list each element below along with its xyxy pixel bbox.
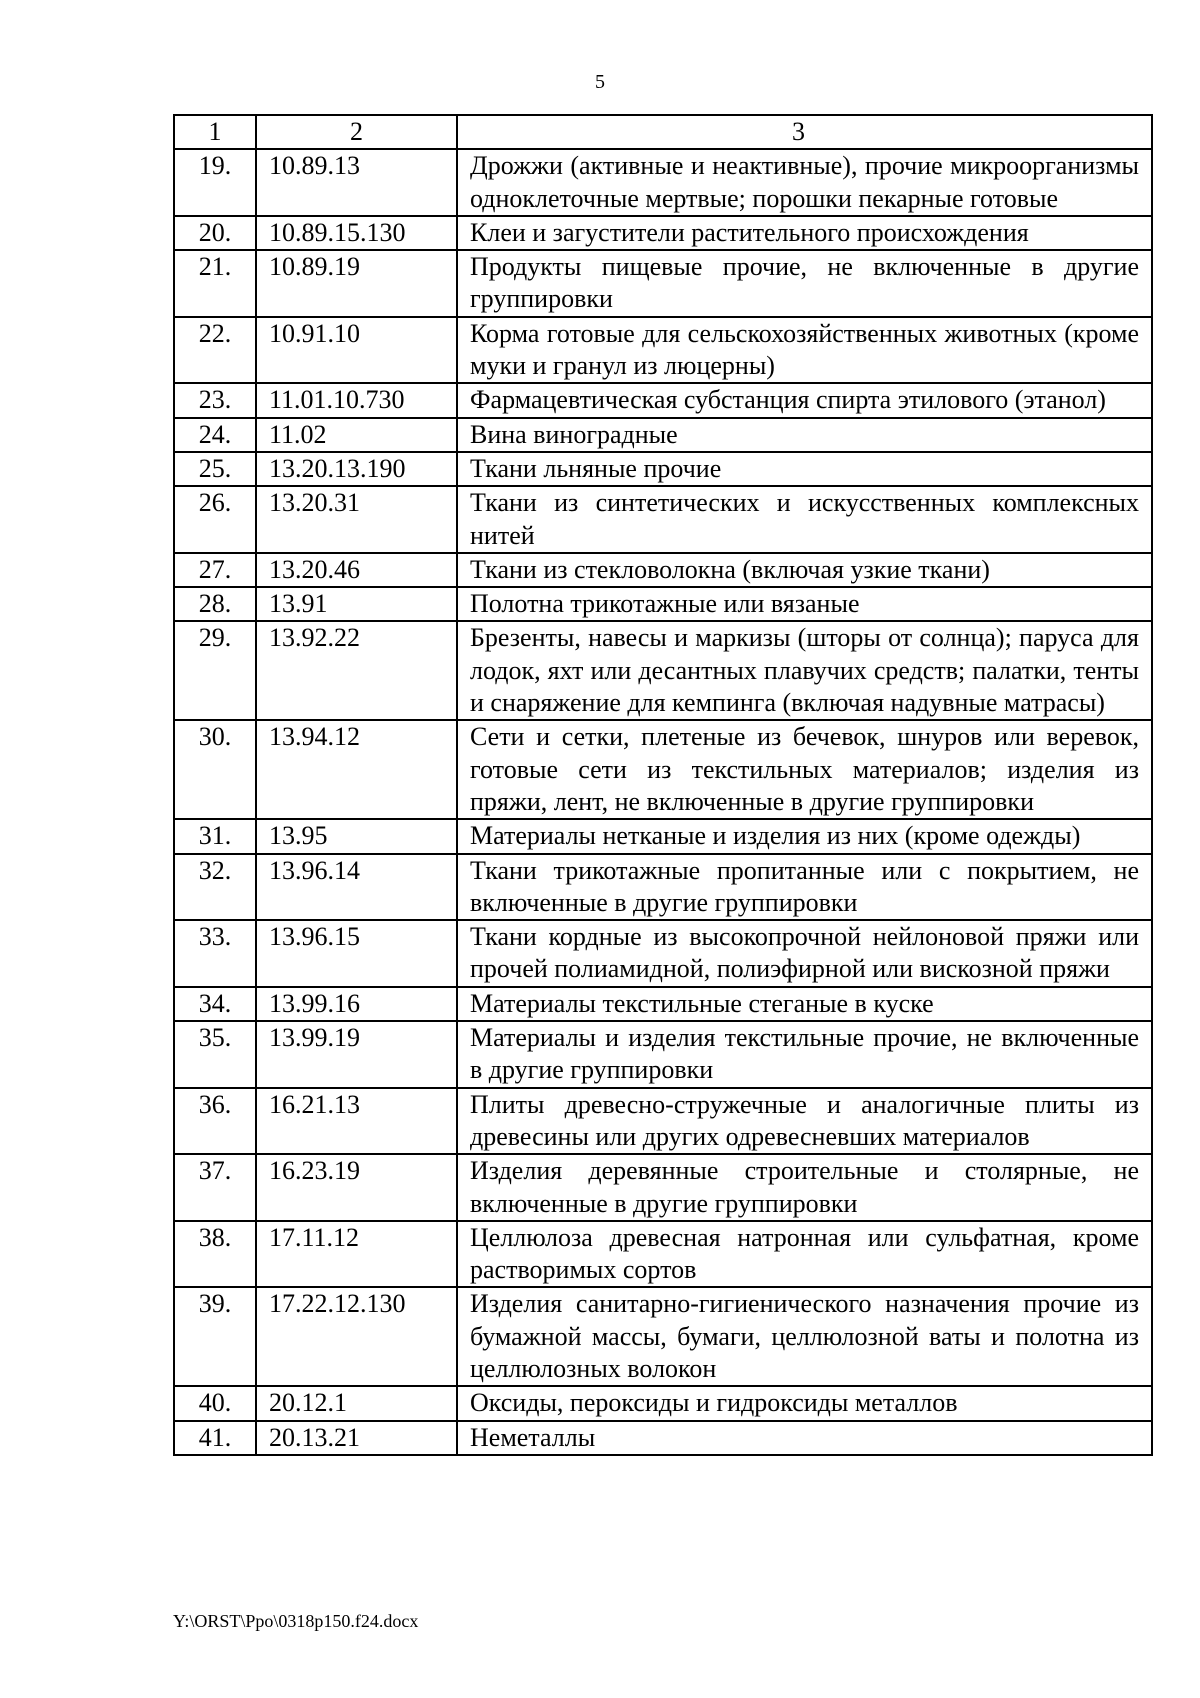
okpd-code: 16.23.19 bbox=[256, 1154, 457, 1221]
table-row bbox=[174, 1221, 1152, 1288]
okpd-code: 13.92.22 bbox=[256, 621, 457, 720]
row-number: 26. bbox=[174, 486, 256, 553]
row-number: 28. bbox=[174, 587, 256, 621]
table-row bbox=[174, 486, 1152, 553]
page-number: 5 bbox=[595, 71, 605, 93]
product-name: Материалы текстильные стеганые в куске bbox=[457, 987, 1152, 1021]
product-name: Материалы нетканые и изделия из них (кроме одежды) bbox=[457, 819, 1152, 853]
row-number: 30. bbox=[174, 720, 256, 819]
product-name: Плиты древесно-стружечные и аналогичные плиты из древесины или других одревесневших материалов bbox=[457, 1088, 1152, 1155]
product-name: Неметаллы bbox=[457, 1421, 1152, 1455]
table-row bbox=[174, 418, 1152, 452]
okpd-code: 11.02 bbox=[256, 418, 457, 452]
table-header-row bbox=[174, 115, 1152, 149]
okpd-code: 10.91.10 bbox=[256, 317, 457, 384]
table-row bbox=[174, 317, 1152, 384]
table-row bbox=[174, 720, 1152, 819]
table-row bbox=[174, 1287, 1152, 1386]
okpd-code: 16.21.13 bbox=[256, 1088, 457, 1155]
table-row bbox=[174, 1088, 1152, 1155]
table-row bbox=[174, 621, 1152, 720]
table-row bbox=[174, 587, 1152, 621]
okpd-code: 13.20.46 bbox=[256, 553, 457, 587]
table-row bbox=[174, 1021, 1152, 1088]
product-name: Изделия санитарно-гигиенического назначения прочие из бумажной массы, бумаги, целлюлозной ваты и полотна из целлюлозных волокон bbox=[457, 1287, 1152, 1386]
table-body bbox=[174, 115, 1152, 1455]
file-path-footer: Y:\ORST\Ppo\0318p150.f24.docx bbox=[173, 1611, 419, 1631]
table-row bbox=[174, 1386, 1152, 1420]
row-number: 41. bbox=[174, 1421, 256, 1455]
okpd-code: 13.91 bbox=[256, 587, 457, 621]
table-row bbox=[174, 1154, 1152, 1221]
okpd-code: 10.89.15.130 bbox=[256, 216, 457, 250]
row-number: 19. bbox=[174, 149, 256, 216]
row-number: 36. bbox=[174, 1088, 256, 1155]
row-number: 37. bbox=[174, 1154, 256, 1221]
okpd-code: 13.96.14 bbox=[256, 854, 457, 921]
table-row bbox=[174, 216, 1152, 250]
row-number: 29. bbox=[174, 621, 256, 720]
table-row bbox=[174, 383, 1152, 417]
row-number: 39. bbox=[174, 1287, 256, 1386]
row-number: 40. bbox=[174, 1386, 256, 1420]
row-number: 31. bbox=[174, 819, 256, 853]
okpd-code: 13.20.31 bbox=[256, 486, 457, 553]
row-number: 22. bbox=[174, 317, 256, 384]
product-name: Вина виноградные bbox=[457, 418, 1152, 452]
okpd-code: 13.99.19 bbox=[256, 1021, 457, 1088]
product-name: Оксиды, пероксиды и гидроксиды металлов bbox=[457, 1386, 1152, 1420]
row-number: 33. bbox=[174, 920, 256, 987]
okpd-code: 13.99.16 bbox=[256, 987, 457, 1021]
row-number: 20. bbox=[174, 216, 256, 250]
okpd-code: 10.89.19 bbox=[256, 250, 457, 317]
header-col-1: 1 bbox=[174, 115, 256, 149]
okpd-code: 11.01.10.730 bbox=[256, 383, 457, 417]
header-col-3: 3 bbox=[457, 115, 1152, 149]
okpd-code: 13.95 bbox=[256, 819, 457, 853]
okpd-code: 17.11.12 bbox=[256, 1221, 457, 1288]
table-row bbox=[174, 854, 1152, 921]
table-row bbox=[174, 920, 1152, 987]
okpd-code: 10.89.13 bbox=[256, 149, 457, 216]
product-name: Клеи и загустители растительного происхождения bbox=[457, 216, 1152, 250]
table-row bbox=[174, 149, 1152, 216]
product-name: Ткани кордные из высокопрочной нейлоновой пряжи или прочей полиамидной, полиэфирной или вискозной пряжи bbox=[457, 920, 1152, 987]
row-number: 35. bbox=[174, 1021, 256, 1088]
okpd-code: 17.22.12.130 bbox=[256, 1287, 457, 1386]
product-name: Целлюлоза древесная натронная или сульфатная, кроме растворимых сортов bbox=[457, 1221, 1152, 1288]
table-row bbox=[174, 452, 1152, 486]
product-name: Ткани льняные прочие bbox=[457, 452, 1152, 486]
product-name: Фармацевтическая субстанция спирта этилового (этанол) bbox=[457, 383, 1152, 417]
row-number: 38. bbox=[174, 1221, 256, 1288]
table-row bbox=[174, 987, 1152, 1021]
row-number: 27. bbox=[174, 553, 256, 587]
product-name: Ткани из синтетических и искусственных комплексных нитей bbox=[457, 486, 1152, 553]
product-name: Ткани трикотажные пропитанные или с покрытием, не включенные в другие группировки bbox=[457, 854, 1152, 921]
product-name: Дрожжи (активные и неактивные), прочие микроорганизмы одноклеточные мертвые; порошки пекарные готовые bbox=[457, 149, 1152, 216]
row-number: 34. bbox=[174, 987, 256, 1021]
product-name: Ткани из стекловолокна (включая узкие ткани) bbox=[457, 553, 1152, 587]
header-col-2: 2 bbox=[256, 115, 457, 149]
row-number: 25. bbox=[174, 452, 256, 486]
product-name: Продукты пищевые прочие, не включенные в другие группировки bbox=[457, 250, 1152, 317]
table-row bbox=[174, 250, 1152, 317]
table-row bbox=[174, 553, 1152, 587]
row-number: 23. bbox=[174, 383, 256, 417]
product-name: Изделия деревянные строительные и столярные, не включенные в другие группировки bbox=[457, 1154, 1152, 1221]
okpd-code: 13.94.12 bbox=[256, 720, 457, 819]
product-name: Полотна трикотажные или вязаные bbox=[457, 587, 1152, 621]
product-name: Материалы и изделия текстильные прочие, не включенные в другие группировки bbox=[457, 1021, 1152, 1088]
row-number: 21. bbox=[174, 250, 256, 317]
okpd-code: 13.96.15 bbox=[256, 920, 457, 987]
okpd-code: 13.20.13.190 bbox=[256, 452, 457, 486]
product-name: Сети и сетки, плетеные из бечевок, шнуров или веревок, готовые сети из текстильных материалов; изделия из пряжи, лент, не включенные в другие группировки bbox=[457, 720, 1152, 819]
row-number: 24. bbox=[174, 418, 256, 452]
row-number: 32. bbox=[174, 854, 256, 921]
table-row bbox=[174, 819, 1152, 853]
table-row bbox=[174, 1421, 1152, 1455]
okpd-code: 20.13.21 bbox=[256, 1421, 457, 1455]
product-name: Корма готовые для сельскохозяйственных животных (кроме муки и гранул из люцерны) bbox=[457, 317, 1152, 384]
product-name: Брезенты, навесы и маркизы (шторы от солнца); паруса для лодок, яхт или десантных плавучих средств; палатки, тенты и снаряжение для кемпинга (включая надувные матрасы) bbox=[457, 621, 1152, 720]
product-table bbox=[173, 114, 1153, 1456]
okpd-code: 20.12.1 bbox=[256, 1386, 457, 1420]
